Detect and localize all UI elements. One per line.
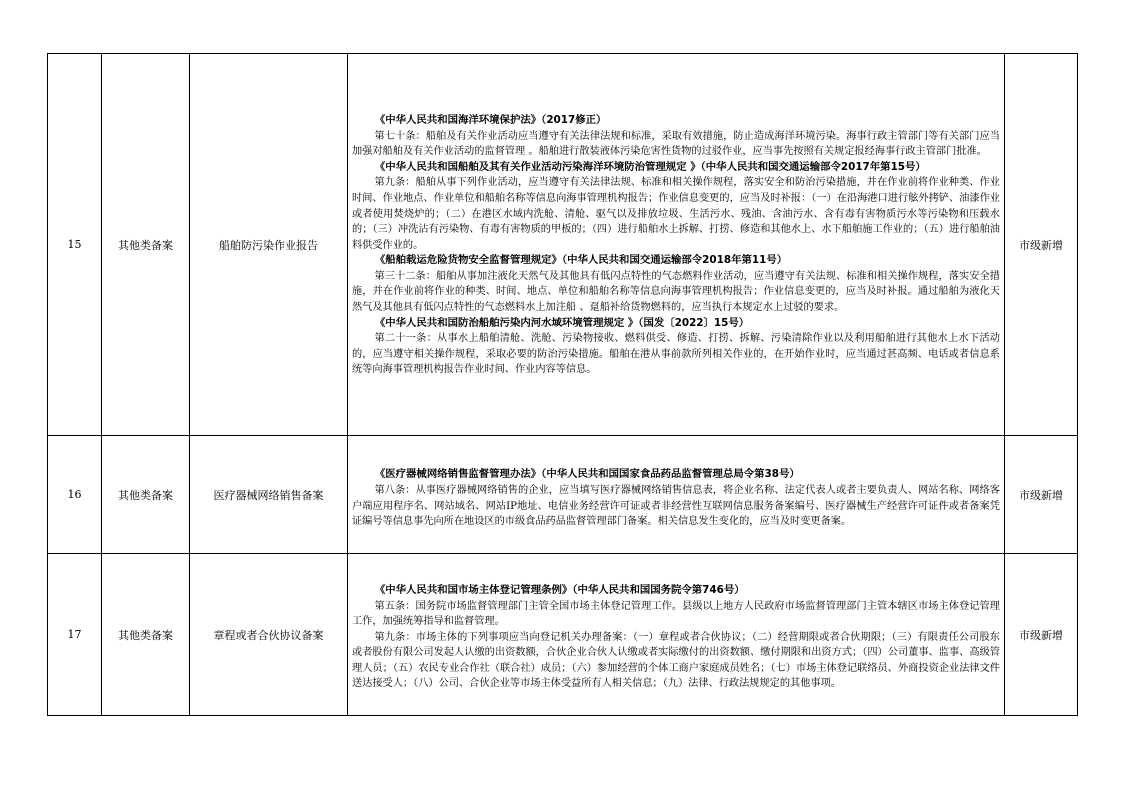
filing-items-table <box>47 53 1078 716</box>
table-row <box>48 436 1078 554</box>
law-title: 《中华人民共和国海洋环境保护法》（2017修正） <box>374 113 607 126</box>
law-title: 《医疗器械网络销售监督管理办法》（中华人民共和国国家食品药品监督管理总局令第38号） <box>374 468 800 481</box>
level-cell: 市级新增 <box>1005 436 1078 554</box>
article-text: 第二十一条：从事水上船舶清舱、洗舱、污染物接收、燃料供受、修造、打捞、拆解、污染清除作业以及利用船舶进行其他水上水下活动的，应当遵守相关操作规程，采取必要的防治污染措施。船舶在港从事前款所列相关作业的，在开始作业时，应当通过甚高频、电话或者信息系统等向海事管理机构报告作业时间、作业内容等信息。 <box>352 333 1000 376</box>
law-title: 《船舶载运危险货物安全监督管理规定》（中华人民共和国交通运输部令2018年第11号） <box>374 254 788 267</box>
row-number: 15 <box>48 54 102 436</box>
article-text: 第八条：从事医疗器械网络销售的企业，应当填写医疗器械网络销售信息表，将企业名称、法定代表人或者主要负责人、网站名称、网络客户端应用程序名、网站域名、网站IP地址、电信业务经营许可证或者非经营性互联网信息服务备案编号、医疗器械生产经营许可证件或者备案凭证编号等信息事先向所在地设区的市级食品药品监督管理部门备案。相关信息发生变化的，应当及时变更备案。 <box>352 484 1000 528</box>
level-cell: 市级新增 <box>1005 554 1078 716</box>
item-name-cell: 船舶防污染作业报告 <box>190 54 348 436</box>
table-row <box>48 554 1078 716</box>
article-text: 第五条：国务院市场监督管理部门主管全国市场主体登记管理工作。县级以上地方人民政府市场监督管理部门主管本辖区市场主体登记管理工作，加强统筹指导和监督管理。 <box>352 600 1000 628</box>
article-text: 第九条：市场主体的下列事项应当向登记机关办理备案：（一）章程或者合伙协议；（二）经营期限或者合伙期限；（三）有限责任公司股东或者股份有限公司发起人认缴的出资数额，合伙企业合伙人认缴或者实际缴付的出资数额、缴付期限和出资方式；（四）公司董事、监事、高级管理人员；（五）农民专业合作社（联合社）成员；（六）参加经营的个体工商户家庭成员姓名；（七）市场主体登记联络员、外商投资企业法律文件送达接受人；（八）公司、合伙企业等市场主体受益所有人相关信息；（九）法律、行政法规规定的其他事项。 <box>352 631 1000 690</box>
law-title: 《中华人民共和国船舶及其有关作业活动污染海洋环境防治管理规定 》（中华人民共和国交通运输部令2017年第15号） <box>374 160 926 173</box>
law-title: 《中华人民共和国市场主体登记管理条例》（中华人民共和国国务院令第746号） <box>374 583 745 596</box>
article-text: 第九条：船舶从事下列作业活动，应当遵守有关法律法规、标准和相关操作规程，落实安全和防治污染措施，并在作业前将作业种类、作业时间、作业地点、作业单位和船舶名称等信息向海事管理机构报告；作业信息变更的，应当及时补报：（一）在沿海港口进行舷外拷铲、油漆作业或者使用焚烧炉的；（二）在港区水域内洗舱、清舱、驱气以及排放垃圾、生活污水、残油、含油污水、含有毒有害物质污水等污染物和压载水的；（三）冲洗沾有污染物、有毒有害物质的甲板的；（四）进行船舶水上拆解、打捞、修造和其他水上、水下船舶施工作业的；（五）进行船舶油料供受作业的。 <box>352 177 1000 251</box>
row-number: 16 <box>48 436 102 554</box>
row-number: 17 <box>48 554 102 716</box>
level-cell: 市级新增 <box>1005 54 1078 436</box>
category-cell: 其他类备案 <box>102 554 190 716</box>
table-row <box>48 54 1078 436</box>
item-name-cell: 医疗器械网络销售备案 <box>190 436 348 554</box>
item-name-cell: 章程或者合伙协议备案 <box>190 554 348 716</box>
category-cell: 其他类备案 <box>102 54 190 436</box>
legal-basis-cell <box>348 436 1005 554</box>
law-title: 《中华人民共和国防治船舶污染内河水域环境管理规定 》（国发〔2022〕15号） <box>374 316 750 329</box>
legal-basis-cell <box>348 54 1005 436</box>
article-text: 第七十条：船舶及有关作业活动应当遵守有关法律法规和标准，采取有效措施，防止造成海洋环境污染。海事行政主管部门等有关部门应当加强对船舶及有关作业活动的监督管理 。船舶进行散装液体污染危害性货物的过驳作业，应当事先按照有关规定报经海事行政主管部门批准。 <box>352 130 1000 158</box>
legal-basis-cell <box>348 554 1005 716</box>
category-cell: 其他类备案 <box>102 436 190 554</box>
article-text: 第三十二条：船舶从事加注液化天然气及其他具有低闪点特性的气态燃料作业活动，应当遵守有关法规、标准和相关操作规程，落实安全措施，并在作业前将作业的种类、时间、地点、单位和船舶名称等信息向海事管理机构报告；作业信息变更的，应当及时补报。通过船舶为液化天然气及其他具有低闪点特性的气态燃料水上加注船 、趸船补给货物燃料的，应当执行本规定水上过驳的要求。 <box>352 270 1000 314</box>
